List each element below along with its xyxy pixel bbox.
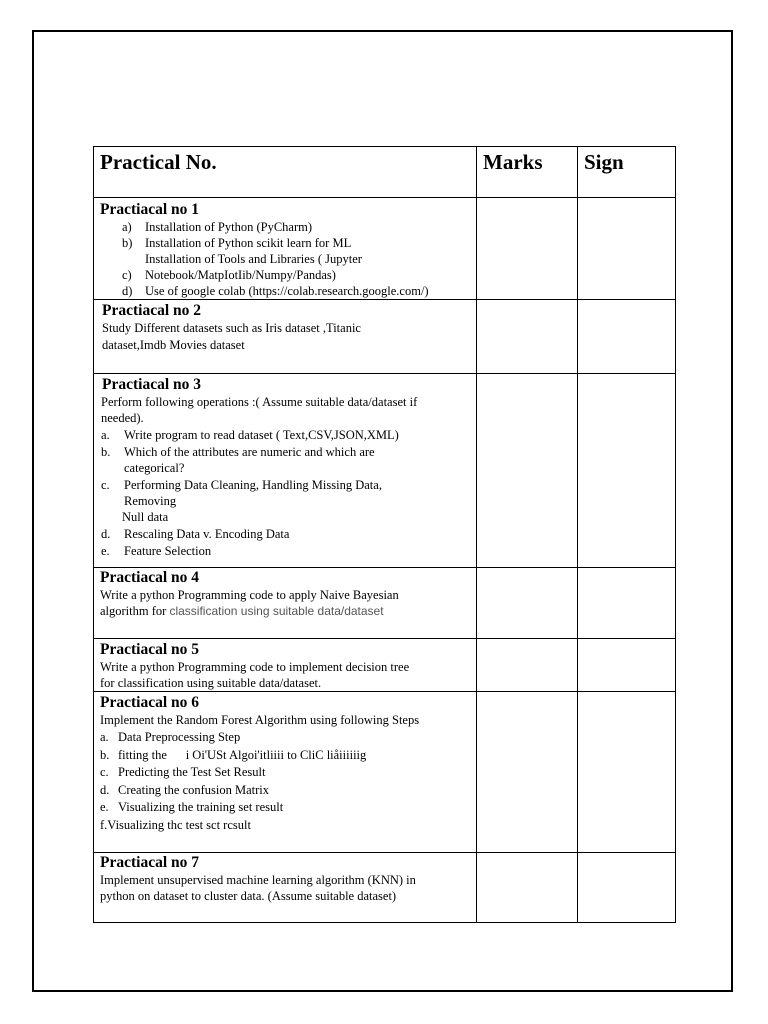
marks-cell: [477, 639, 578, 692]
list-item: c. Performing Data Cleaning, Handling Missing Data, Removing Null data: [101, 478, 382, 524]
list-item: e. Feature Selection: [101, 544, 212, 558]
header-practical-no: Practical No.: [100, 150, 217, 174]
practical-description: for classification using suitable data/dataset.: [100, 676, 322, 690]
practical-description: Perform following operations :( Assume suitable data/dataset if: [101, 395, 418, 409]
list-item: a. Write program to read dataset ( Text,CSV,JSON,XML): [101, 428, 399, 442]
table-row: [94, 198, 676, 300]
header-marks: Marks: [483, 150, 543, 174]
practical-description: needed).: [101, 411, 144, 425]
list-item: d) Use of google colab (https://colab.research.google.com/): [122, 284, 429, 298]
marks-cell: [477, 568, 578, 639]
table-row: [94, 300, 676, 374]
list-item: d. Rescaling Data v. Encoding Data: [101, 527, 290, 541]
list-item: c) Notebook/MatpIotIib/Numpy/Pandas): [122, 268, 336, 282]
practical-description: algorithm for classification using suitable data/dataset: [100, 604, 384, 618]
table-row: [94, 853, 676, 923]
sign-cell: [578, 374, 676, 568]
list-item: b. fitting the i Oi'USt Algoi'itliiii to CliC liåiiiiiig: [100, 747, 367, 762]
list-item: a) Installation of Python (PyCharm): [122, 220, 312, 234]
list-item: f.Visualizing thc test sct rcsult: [100, 817, 251, 832]
practical-description: Write a python Programming code to implement decision tree: [100, 660, 410, 674]
marks-cell: [477, 853, 578, 923]
list-item: Installation of Tools and Libraries ( Jupyter: [145, 252, 362, 266]
sign-cell: [578, 692, 676, 853]
practical-description: dataset,Imdb Movies dataset: [102, 338, 245, 352]
practical-description: Study Different datasets such as Iris dataset ,Titanic: [102, 321, 361, 335]
practical-description: python on dataset to cluster data. (Assume suitable dataset): [100, 889, 397, 903]
practical-title: Practiacal no 6: [100, 694, 200, 711]
practical-description: Implement the Random Forest Algorithm using following Steps: [100, 713, 420, 727]
table-row: [94, 692, 676, 853]
list-item: d. Creating the confusion Matrix: [100, 782, 270, 797]
table-row: [94, 568, 676, 639]
list-item: e. Visualizing the training set result: [100, 800, 284, 814]
practical-description: Write a python Programming code to apply Naive Bayesian: [100, 588, 399, 602]
practical-title: Practiacal no 7: [100, 854, 200, 871]
practical-1-list: [100, 219, 470, 299]
list-item: b) Installation of Python scikit learn for ML: [122, 236, 352, 250]
practical-6-list: [100, 729, 470, 817]
practical-title: Practiacal no 3: [102, 376, 202, 393]
table-row: [94, 639, 676, 692]
sign-cell: [578, 568, 676, 639]
table-row: [94, 374, 676, 568]
practical-title: Practiacal no 2: [102, 302, 202, 319]
practical-description: Implement unsupervised machine learning algorithm (KNN) in: [100, 873, 416, 887]
sign-cell: [578, 198, 676, 300]
list-item: b. Which of the attributes are numeric and which are categorical?: [101, 445, 375, 475]
header-sign: Sign: [584, 150, 624, 174]
marks-cell: [477, 198, 578, 300]
sign-cell: [578, 853, 676, 923]
list-item: c. Predicting the Test Set Result: [100, 765, 266, 779]
table-header-row: [94, 147, 676, 198]
marks-cell: [477, 692, 578, 853]
practicals-table: [93, 146, 676, 923]
practical-3-list: [101, 427, 470, 559]
sign-cell: [578, 639, 676, 692]
practical-title: Practiacal no 1: [100, 201, 200, 218]
marks-cell: [477, 300, 578, 374]
sign-cell: [578, 300, 676, 374]
practical-title: Practiacal no 4: [100, 569, 200, 586]
practical-title: Practiacal no 5: [100, 641, 200, 658]
list-item: a. Data Preprocessing Step: [100, 730, 241, 744]
marks-cell: [477, 374, 578, 568]
